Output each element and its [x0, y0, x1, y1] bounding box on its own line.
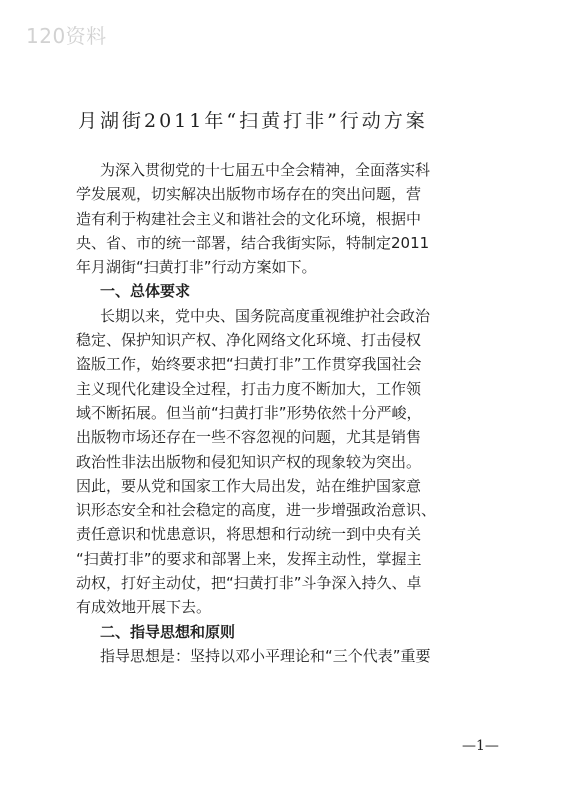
section1-paragraph-line: 稳定、保护知识产权、净化网络文化环境、打击侵权: [76, 331, 422, 350]
document-body: [76, 158, 504, 668]
document-title: 月湖街2011年“扫黄打非”行动方案: [78, 110, 428, 132]
section1-paragraph-line: 识形态安全和社会稳定的高度，进一步增强政治意识、: [76, 501, 437, 520]
intro-paragraph-line: 年月湖街“扫黄打非”行动方案如下。: [76, 258, 317, 277]
watermark: 120资料: [26, 24, 107, 48]
section1-paragraph-line: 政治性非法出版物和侵犯知识产权的现象较为突出。: [76, 452, 422, 471]
section1-paragraph-line: “扫黄打非”的要求和部署上来，发挥主动性，掌握主: [76, 549, 422, 568]
section1-paragraph-line: 出版物市场还存在一些不容忽视的问题，尤其是销售: [76, 428, 422, 447]
section1-paragraph-line: 盗版工作，始终要求把“扫黄打非”工作贯穿我国社会: [76, 355, 422, 374]
section1-paragraph-line: 动权，打好主动仗，把“扫黄打非”斗争深入持久、卓: [76, 574, 422, 593]
section-heading-guiding-principles: 二、指导思想和原则: [100, 622, 236, 641]
section-heading-general-requirements: 一、总体要求: [100, 282, 191, 301]
intro-paragraph-line: 造有利于构建社会主义和谐社会的文化环境，根据中: [76, 209, 422, 228]
section1-paragraph-line: 长期以来，党中央、国务院高度重视维护社会政治: [100, 306, 431, 325]
intro-paragraph-line: 学发展观，切实解决出版物市场存在的突出问题，营: [76, 185, 422, 204]
section1-paragraph-line: 有成效地开展下去。: [76, 598, 212, 617]
section2-paragraph-line: 指导思想是：坚持以邓小平理论和“三个代表”重要: [100, 646, 431, 665]
section1-paragraph-line: 责任意识和忧患意识，将思想和行动统一到中央有关: [76, 525, 422, 544]
intro-paragraph-line: 为深入贯彻党的十七届五中全会精神，全面落实科: [100, 161, 431, 179]
page-number: —1—: [462, 738, 499, 754]
section1-paragraph-line: 域不断拓展。但当前“扫黄打非”形势依然十分严峻，: [76, 403, 422, 422]
section1-paragraph-line: 主义现代化建设全过程，打击力度不断加大，工作领: [76, 379, 422, 398]
section1-paragraph-line: 因此，要从党和国家工作大局出发，站在维护国家意: [76, 476, 422, 495]
intro-paragraph-line: 央、省、市的统一部署，结合我街实际，特制定2011: [76, 233, 430, 252]
